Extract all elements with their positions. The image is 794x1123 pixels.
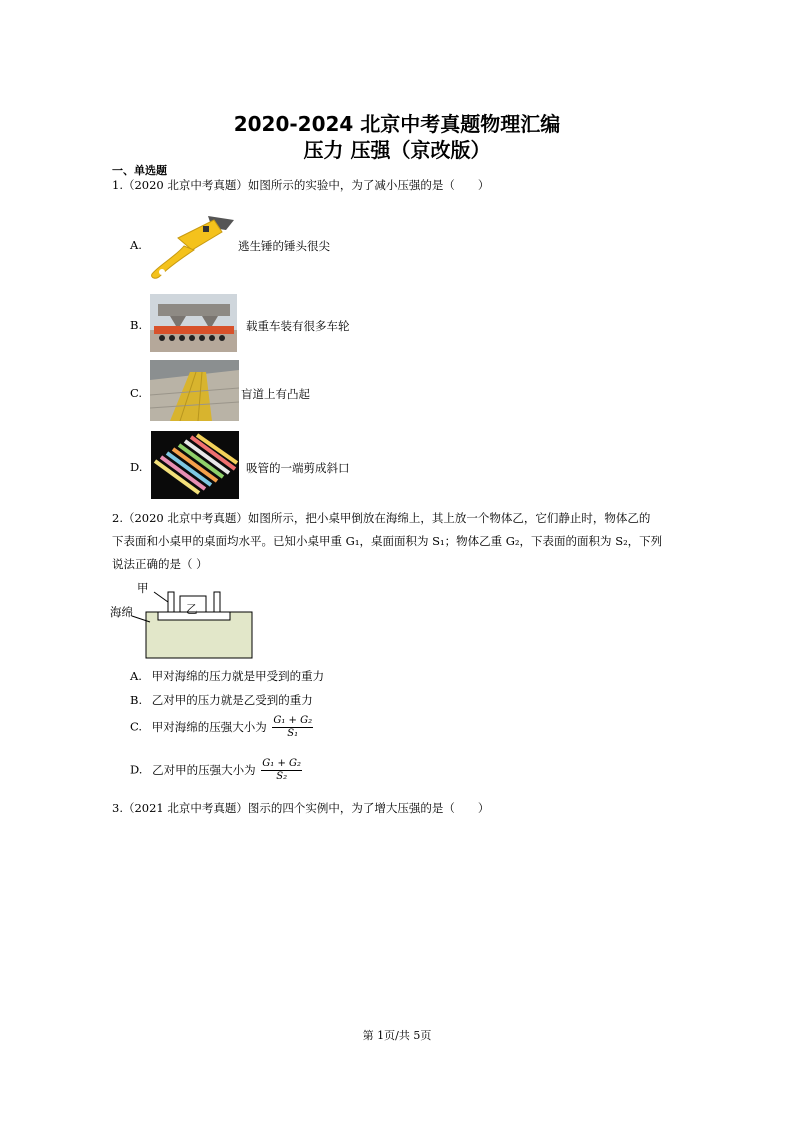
q2-option-d-text: 乙对甲的压强大小为 (152, 762, 256, 777)
q2-option-d-numerator: G₁ + G₂ (262, 758, 302, 769)
tactile-paving-image (150, 360, 239, 421)
question-3-stem: 3.（2021 北京中考真题）图示的四个实例中，为了增大压强的是（ ） (112, 801, 490, 815)
q1-option-d-letter: D. (130, 460, 143, 474)
q1-option-a-text: 逃生锤的锤头很尖 (238, 239, 330, 253)
q2-option-b (130, 692, 313, 708)
question-1-stem: 1.（2020 北京中考真题）如图所示的实验中，为了减小压强的是（ ） (112, 178, 490, 192)
q2-option-c-numerator: G₁ + G₂ (273, 715, 313, 726)
page-number: 第 1页/共 5页 (362, 1029, 432, 1042)
question-2-stem-line1: 2.（2020 北京中考真题）如图所示，把小桌甲倒放在海绵上，其上放一个物体乙，它们静止时，物体乙的 (112, 511, 651, 525)
q2-option-c (130, 715, 313, 740)
q1-option-c-text: 盲道上有凸起 (241, 387, 310, 401)
q2-option-a-text: 甲对海绵的压力就是甲受到的重力 (151, 669, 325, 683)
q2-option-c-text: 甲对海绵的压强大小为 (151, 719, 267, 734)
q2-option-d-letter: D. (130, 762, 143, 777)
q2-option-b-letter: B. (130, 693, 143, 707)
q2-option-d-denominator: S₂ (276, 771, 288, 782)
q2-option-b-text: 乙对甲的压力就是乙受到的重力 (151, 693, 313, 707)
q2-option-d-fraction (261, 758, 302, 783)
straws-image (151, 431, 239, 499)
q1-option-b-letter: B. (130, 318, 143, 332)
q1-option-b-text: 载重车装有很多车轮 (246, 319, 350, 333)
section-heading: 一、单选题 (112, 164, 167, 177)
question-2-stem-line3: 说法正确的是（ ） (112, 557, 208, 571)
q2-option-d (130, 758, 302, 783)
q1-option-a-letter: A. (130, 238, 142, 252)
escape-hammer-image (148, 212, 236, 280)
figure-label-yi: 乙 (186, 602, 198, 616)
q2-option-c-fraction (272, 715, 313, 740)
question-2-stem-line2: 下表面和小桌甲的桌面均水平。已知小桌甲重 G₁，桌面面积为 S₁；物体乙重 G₂，下表面的面积为 S₂，下列 (112, 534, 663, 548)
figure-label-jia: 甲 (137, 581, 149, 595)
heavy-truck-image (150, 294, 237, 352)
figure-label-sponge: 海绵 (110, 605, 133, 619)
q2-option-c-denominator: S₁ (287, 728, 299, 739)
q1-option-d-text: 吸管的一端剪成斜口 (246, 461, 350, 475)
q2-option-c-letter: C. (130, 719, 143, 734)
page-title: 2020-2024 北京中考真题物理汇编 (233, 112, 561, 136)
q2-option-a-letter: A. (130, 669, 142, 683)
q2-option-a (130, 668, 324, 684)
page-subtitle: 压力 压强（京改版） (303, 138, 491, 162)
q1-option-c-letter: C. (130, 386, 143, 400)
